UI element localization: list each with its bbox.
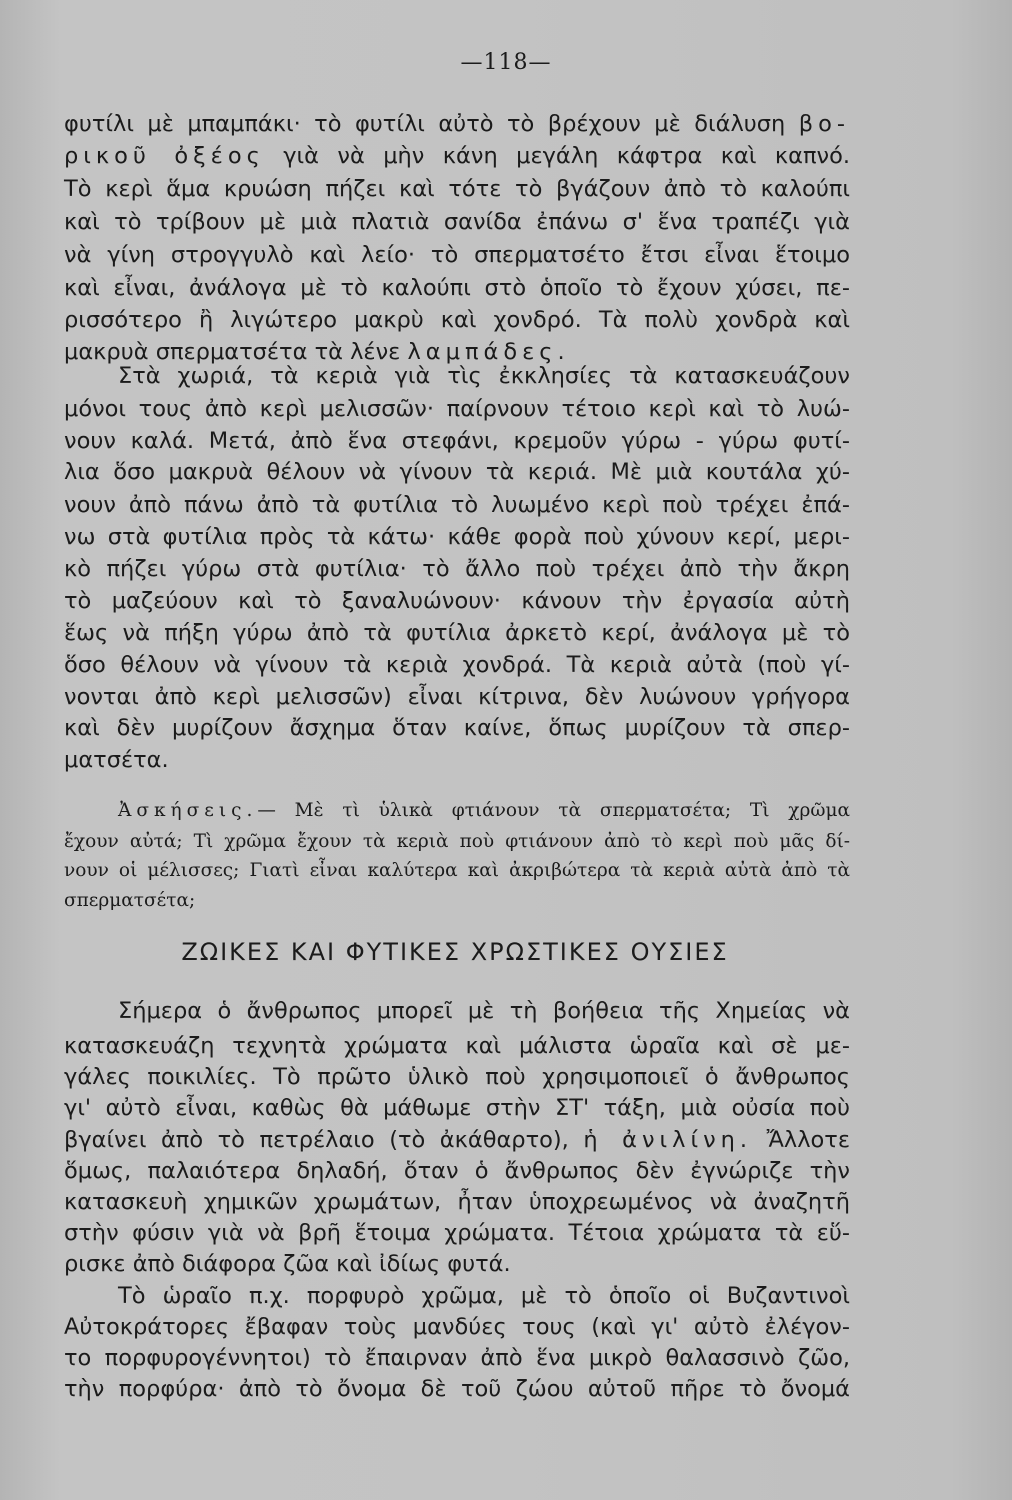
page-number: —118— — [460, 50, 552, 75]
text-line: γι' αὐτὸ εἶναι, καθὼς θὰ μάθωμε στὴν ΣΤ' τάξη, μιὰ οὐσία ποὺ — [64, 1095, 850, 1121]
text-line: ἕως νὰ πήξη γύρω ἀπὸ τὰ φυτίλια ἀρκετὸ κερί, ἀνάλογα μὲ τὸ — [64, 620, 850, 646]
text-line: Αὐτοκράτορες ἔβαφαν τοὺς μανδύες τους (καὶ γι' αὐτὸ ἐλέγον- — [64, 1314, 850, 1340]
text-line: μόνοι τους ἀπὸ κερὶ μελισσῶν· παίρνουν τέτοιο κερὶ καὶ τὸ λυώ- — [64, 396, 850, 422]
exercises-line: ἔχουν αὐτά; Τὶ χρῶμα ἔχουν τὰ κεριὰ ποὺ φτιάνουν ἀπὸ τὸ κερὶ ποὺ μᾶς δί- — [64, 831, 850, 852]
text-line: ρισκε ἀπὸ διάφορα ζῶα καὶ ἰδίως φυτά. — [64, 1251, 511, 1277]
text-line: λια ὅσο μακρυὰ θέλουν νὰ γίνουν τὰ κεριά. Μὲ μιὰ κουτάλα χύ- — [64, 459, 850, 485]
text-line: Σήμερα ὁ ἄνθρωπος μπορεῖ μὲ τὴ βοήθεια τῆς Χημείας νὰ — [118, 998, 850, 1024]
section-heading: ΖΩΙΚΕΣ ΚΑΙ ΦΥΤΙΚΕΣ ΧΡΩΣΤΙΚΕΣ ΟΥΣΙΕΣ — [181, 938, 729, 966]
text-line: νονται ἀπὸ κερὶ μελισσῶν) εἶναι κίτρινα, δὲν λυώνουν γρήγορα — [64, 684, 850, 710]
text-line: καὶ τὸ τρίβουν μὲ μιὰ πλατιὰ σανίδα ἐπάνω σ' ἕνα τραπέζι γιὰ — [64, 209, 850, 235]
text-line: κατασκευὴ χημικῶν χρωμάτων, ἦταν ὑποχρεωμένος νὰ ἀναζητῆ — [64, 1189, 850, 1215]
text-line: νουν ἀπὸ πάνω ἀπὸ τὰ φυτίλια τὸ λυωμένο κερὶ ποὺ τρέχει ἐπά- — [64, 492, 850, 518]
text-line: καὶ εἶναι, ἀνάλογα μὲ τὸ καλούπι στὸ ὁποῖο τὸ ἔχουν χύσει, πε- — [64, 275, 850, 301]
text-line: Τὸ ὡραῖο π.χ. πορφυρὸ χρῶμα, μὲ τὸ ὁποῖο οἱ Βυζαντινοὶ — [118, 1283, 850, 1309]
exercises-line: σπερματσέτα; — [64, 890, 196, 911]
text-line: κὸ πήζει γύρω στὰ φυτίλια· τὸ ἄλλο ποὺ τρέχει ἀπὸ τὴν ἄκρη — [64, 556, 850, 582]
text-line: νω στὰ φυτίλια πρὸς τὰ κάτω· κάθε φορὰ ποὺ χύνουν κερί, μερι- — [64, 524, 850, 550]
text-line: ὅσο θέλουν νὰ γίνουν τὰ κεριὰ χονδρά. Τὰ κεριὰ αὐτὰ (ποὺ γί- — [64, 652, 850, 678]
text-line: καὶ δὲν μυρίζουν ἄσχημα ὅταν καίνε, ὅπως μυρίζουν τὰ σπερ- — [64, 715, 850, 741]
exercises-line: νουν οἱ μέλισσες; Γιατὶ εἶναι καλύτερα καὶ ἀκριβώτερα τὰ κεριὰ αὐτὰ ἀπὸ τὰ — [64, 860, 850, 881]
exercises-line: Ἀσκήσεις.— Μὲ τὶ ὑλικὰ φτιάνουν τὰ σπερματσέτα; Τὶ χρῶμα — [118, 800, 850, 821]
text-line: νὰ γίνη στρογγυλὸ καὶ λείο· τὸ σπερματσέτο ἔτσι εἶναι ἕτοιμο — [64, 242, 850, 268]
text-line: το πορφυρογέννητοι) τὸ ἔπαιρναν ἀπὸ ἕνα μικρὸ θαλασσινὸ ζῶο, — [64, 1345, 850, 1371]
text-line: ματσέτα. — [64, 747, 169, 773]
text-line: κατασκευάζη τεχνητὰ χρώματα καὶ μάλιστα ὡραῖα καὶ σὲ με- — [64, 1033, 850, 1059]
text-line: στὴν φύσιν γιὰ νὰ βρῆ ἕτοιμα χρώματα. Τέτοια χρώματα τὰ εὕ- — [64, 1220, 850, 1246]
text-line: Τὸ κερὶ ἅμα κρυώση πήζει καὶ τότε τὸ βγάζουν ἀπὸ τὸ καλούπι — [64, 176, 850, 202]
text-line: Στὰ χωριά, τὰ κεριὰ γιὰ τὶς ἐκκλησίες τὰ κατασκευάζουν — [118, 363, 850, 389]
exercises-label: Ἀσκήσεις. — [118, 800, 258, 821]
text-line: φυτίλι μὲ μπαμπάκι· τὸ φυτίλι αὐτὸ τὸ βρέχουν μὲ διάλυση βο- — [64, 111, 851, 137]
text-line: ρικοῦ ὀξέος γιὰ νὰ μὴν κάνη μεγάλη κάφτρα καὶ καπνό. — [64, 143, 850, 169]
text-line: νουν καλά. Μετά, ἀπὸ ἕνα στεφάνι, κρεμοῦν γύρω - γύρω φυτί- — [64, 428, 850, 454]
text-line: τὴν πορφύρα· ἀπὸ τὸ ὄνομα δὲ τοῦ ζώου αὐτοῦ πῆρε τὸ ὄνομά — [64, 1376, 850, 1402]
text-line: μακρυὰ σπερματσέτα τὰ λένε λαμπάδες. — [64, 339, 570, 365]
text-line: τὸ μαζεύουν καὶ τὸ ξαναλυώνουν· κάνουν τὴν ἐργασία αὐτὴ — [64, 588, 850, 614]
text-line: ὅμως, παλαιότερα δηλαδή, ὅταν ὁ ἄνθρωπος δὲν ἐγνώριζε τὴν — [64, 1158, 850, 1184]
text-line: βγαίνει ἀπὸ τὸ πετρέλαιο (τὸ ἀκάθαρτο), ἡ ἀνιλίνη. Ἄλλοτε — [64, 1127, 850, 1153]
text-line: ρισσότερο ἢ λιγώτερο μακρὺ καὶ χονδρό. Τὰ πολὺ χονδρὰ καὶ — [64, 307, 850, 333]
text-line: γάλες ποικιλίες. Τὸ πρῶτο ὑλικὸ ποὺ χρησιμοποιεῖ ὁ ἄνθρωπος — [64, 1064, 850, 1090]
